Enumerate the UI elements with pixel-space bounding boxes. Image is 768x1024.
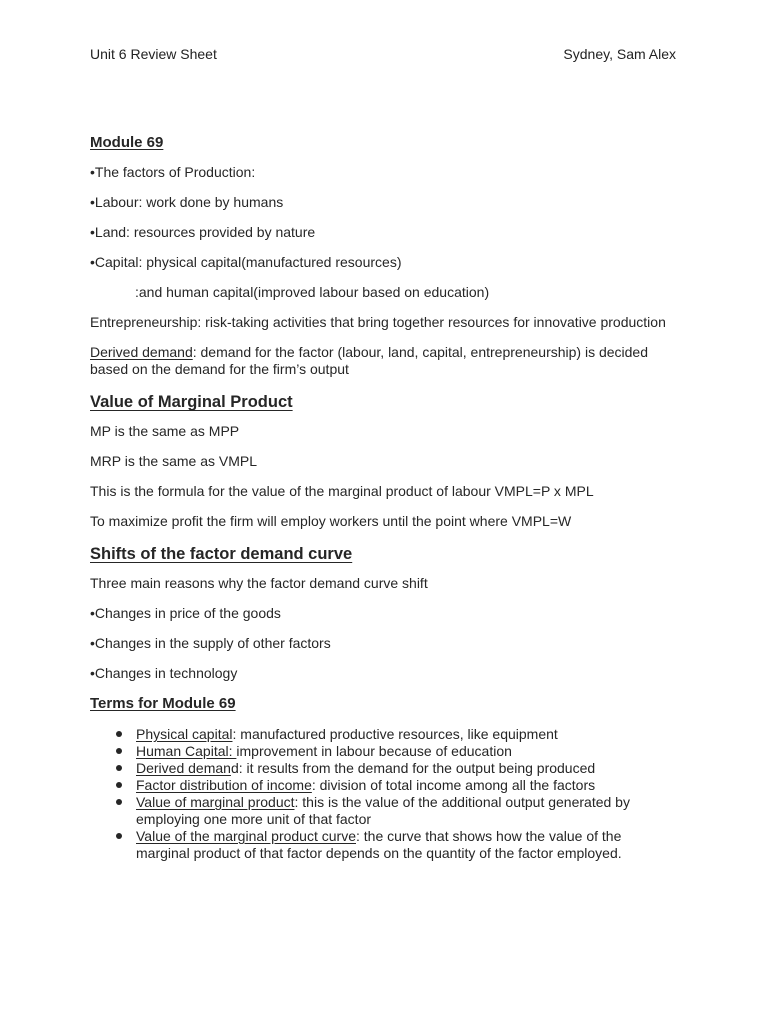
- term-item: [136, 828, 676, 862]
- term-definition: : this is the value of the additional output generated by employing one more unit of that factor: [136, 794, 630, 827]
- labour-line: •Labour: work done by humans: [90, 194, 284, 210]
- review-content: [90, 134, 676, 862]
- shift-line: •Changes in the supply of other factors: [90, 635, 331, 651]
- shift-line: •Changes in price of the goods: [90, 605, 281, 621]
- term-item: [136, 726, 676, 743]
- module-heading: Module 69: [90, 134, 164, 151]
- term-name: Derived deman: [136, 760, 231, 776]
- terms-list: [90, 726, 676, 862]
- term-definition: : manufactured productive resources, like equipment: [232, 726, 558, 742]
- terms-section: [90, 695, 676, 862]
- value-line: MP is the same as MPP: [90, 423, 240, 439]
- shift-line: •Changes in technology: [90, 665, 238, 681]
- module-section: [90, 134, 676, 378]
- capital-continued-line: :and human capital(improved labour based on education): [135, 284, 490, 300]
- value-line: To maximize profit the firm will employ workers until the point where VMPL=W: [90, 513, 572, 529]
- term-definition: d: it results from the demand for the output being produced: [230, 760, 596, 776]
- term-definition: improvement in labour because of education: [236, 743, 512, 759]
- term-name: Factor distribution of income: [136, 777, 312, 793]
- value-line: MRP is the same as VMPL: [90, 453, 258, 469]
- term-item: [136, 794, 676, 828]
- land-line: •Land: resources provided by nature: [90, 224, 316, 240]
- value-lines: [90, 423, 676, 530]
- term-name: Value of marginal product: [136, 794, 295, 810]
- derived-demand-definition: : demand for the factor (labour, land, capital, entrepreneurship) is decided based on the demand for the firm’s output: [90, 344, 649, 377]
- value-line: This is the formula for the value of the marginal product of labour VMPL=P x MPL: [90, 483, 594, 499]
- term-definition: : division of total income among all the factors: [311, 777, 596, 793]
- header-title: Unit 6 Review Sheet: [90, 46, 217, 62]
- term-name: Physical capital: [136, 726, 233, 742]
- factors-intro: •The factors of Production:: [90, 164, 256, 180]
- term-name: Value of the marginal product curve: [136, 828, 356, 844]
- term-item: [136, 760, 676, 777]
- shifts-section: [90, 544, 676, 682]
- header-authors: Sydney, Sam Alex: [563, 46, 676, 62]
- shift-lines: [90, 575, 676, 682]
- value-section: [90, 392, 676, 530]
- term-name: Human Capital:: [136, 743, 237, 759]
- entrepreneurship-line: Entrepreneurship: risk-taking activities that bring together resources for innovative production: [90, 314, 666, 330]
- capital-line: •Capital: physical capital(manufactured resources): [90, 254, 402, 270]
- derived-demand-paragraph: [90, 344, 676, 378]
- terms-heading: Terms for Module 69: [90, 695, 236, 712]
- value-heading: Value of Marginal Product: [90, 393, 293, 411]
- term-item: [136, 743, 676, 760]
- term-definition: : the curve that shows how the value of the marginal product of that factor depends on the quantity of the factor employed.: [136, 828, 622, 861]
- derived-demand-term: Derived demand: [90, 344, 193, 360]
- term-item: [136, 777, 676, 794]
- shift-line: Three main reasons why the factor demand curve shift: [90, 575, 428, 591]
- shifts-heading: Shifts of the factor demand curve: [90, 545, 353, 563]
